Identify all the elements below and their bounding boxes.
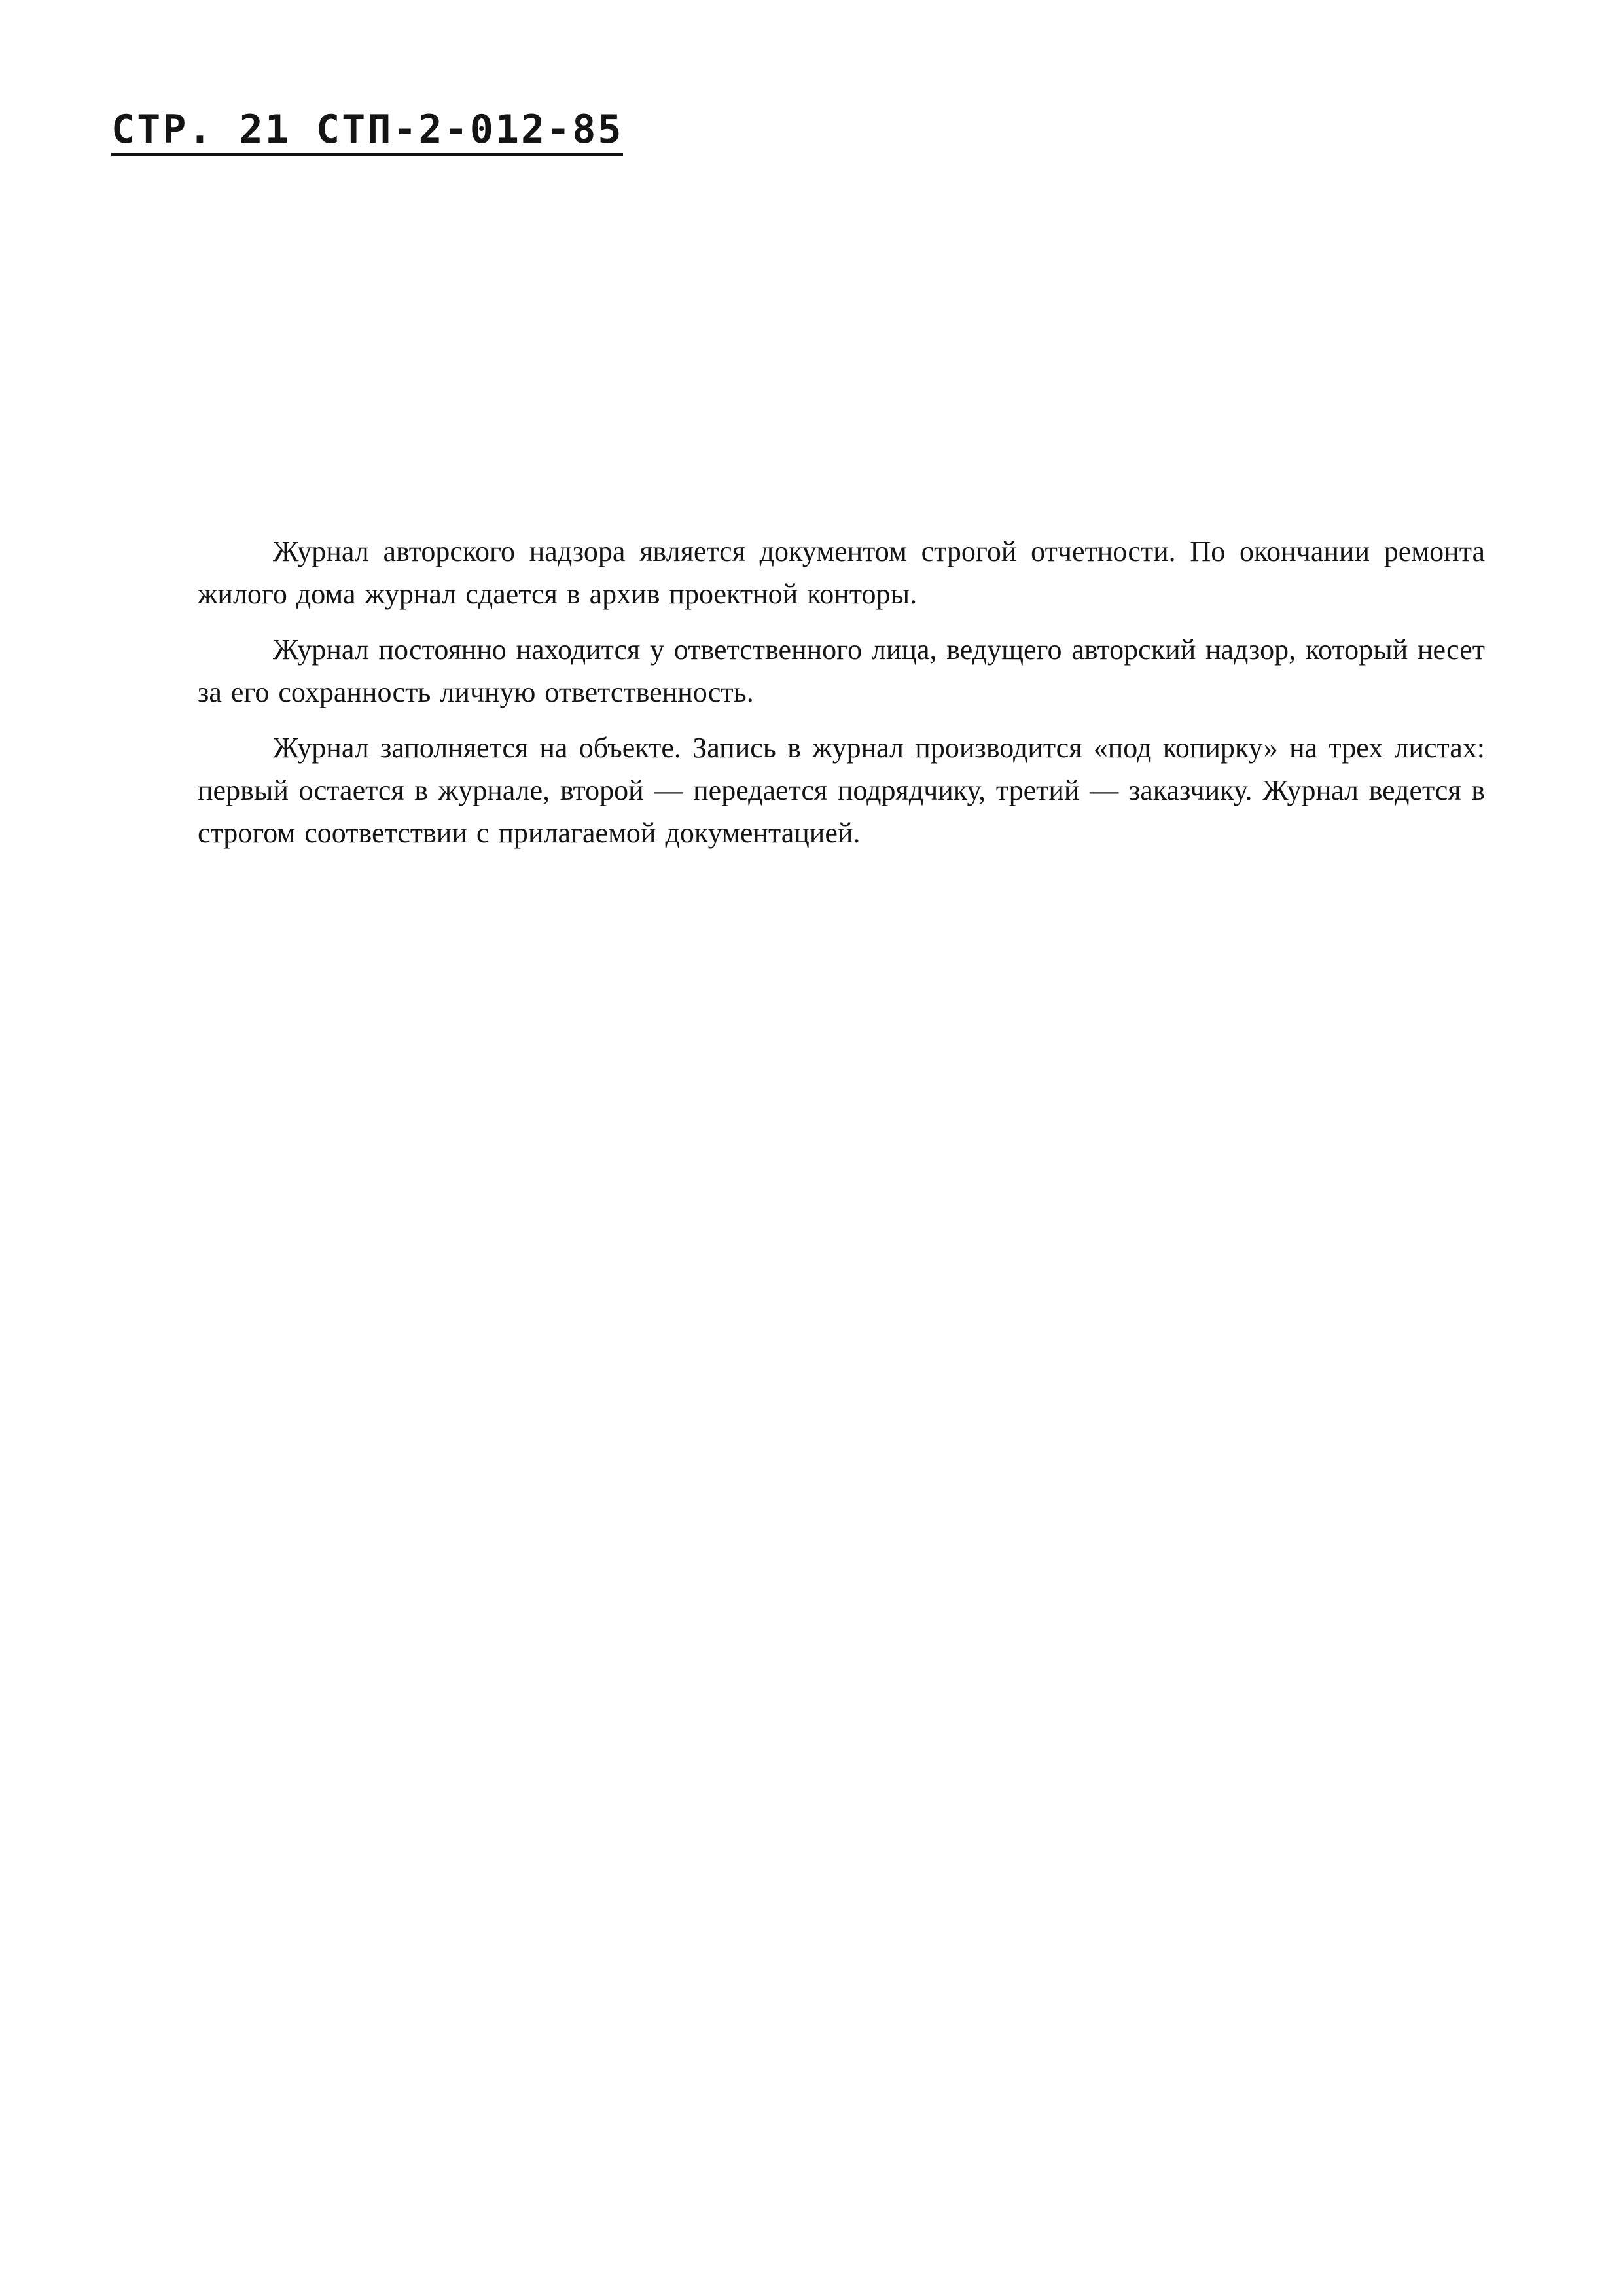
paragraph-journal-filling: Журнал заполняется на объекте. Запись в журнал производится «под копирку» на трех листах: первый остается в журнале, второй — передается подрядчику, третий — заказчику. Журнал ведется в строгом соответствии с прилагаемой документацией. <box>198 732 1485 849</box>
page-header <box>111 107 624 156</box>
page-header-label: СТР. 21 СТП-2-012-85 <box>111 110 623 156</box>
paragraph-journal-status: Журнал авторского надзора является документом строгой отчетности. По окончании ремонта жилого дома журнал сдается в архив проектной конторы. <box>198 535 1485 610</box>
document-body <box>198 530 1485 867</box>
paragraph-journal-custody: Журнал постоянно находится у ответственного лица, ведущего авторский надзор, который несет за его сохранность личную ответственность. <box>198 634 1485 708</box>
